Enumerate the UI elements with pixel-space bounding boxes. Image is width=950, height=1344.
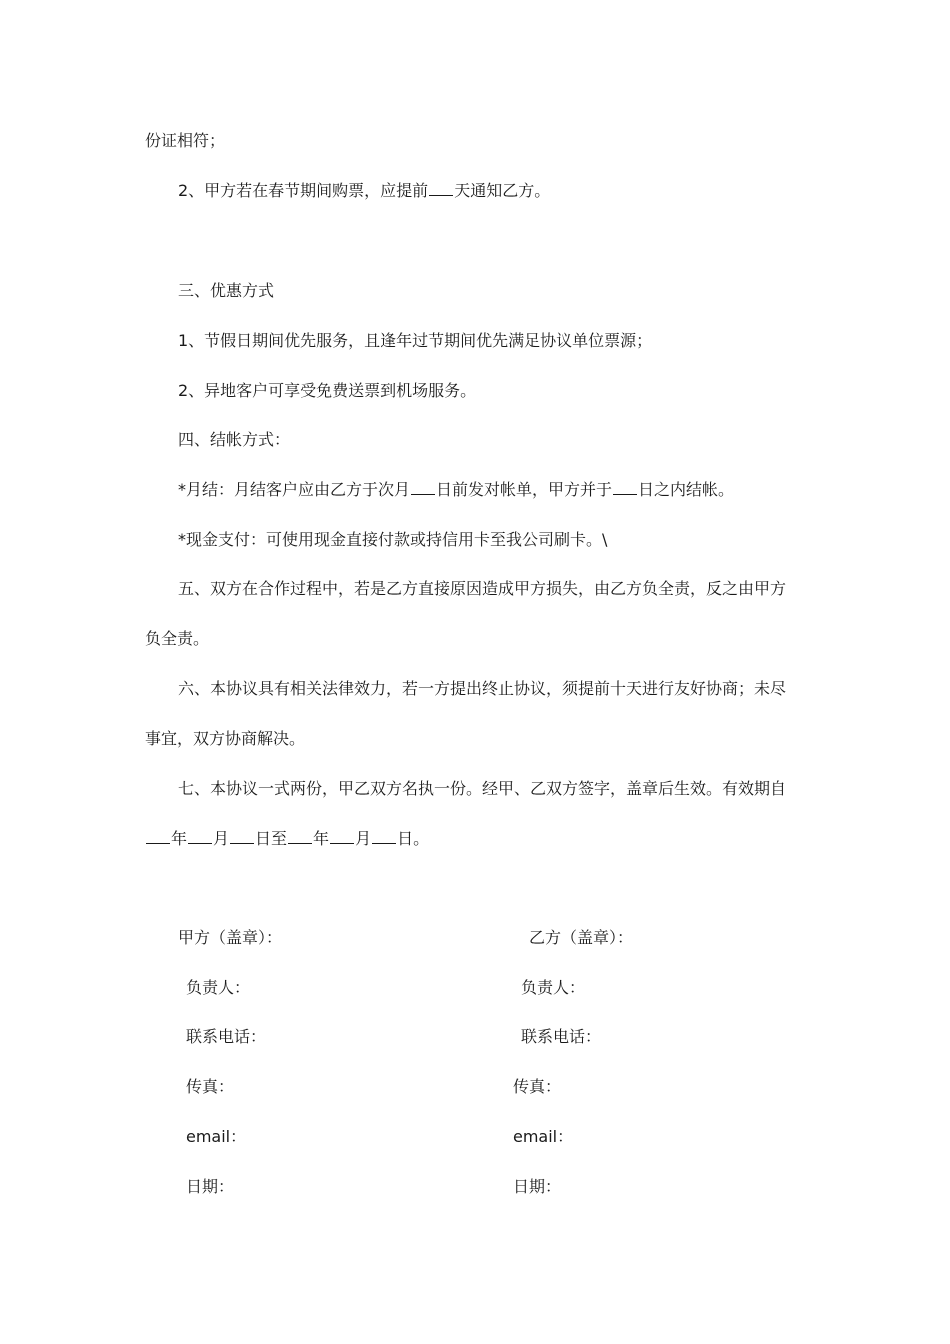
paragraph-continuation — [145, 131, 225, 151]
clause-5-line-1 — [178, 579, 786, 599]
text: 日前发对帐单，甲方并于 — [436, 480, 613, 499]
section-heading-discount — [178, 281, 274, 301]
clause-7-line-1 — [178, 779, 786, 799]
party-a-person: 负责人： — [186, 978, 251, 997]
clause-2-spring-festival — [178, 181, 550, 201]
text: 六、本协议具有相关法律效力，若一方提出终止协议，须提前十天进行友好协商；未尽 — [178, 679, 787, 698]
party-b-email: email： — [513, 1127, 574, 1146]
text: 份证相符； — [145, 131, 226, 150]
fill-blank — [411, 480, 435, 495]
party-a-fax: 传真： — [186, 1077, 235, 1096]
party-b-date: 日期： — [513, 1177, 562, 1196]
discount-item-2 — [178, 381, 476, 401]
fill-blank — [372, 829, 396, 844]
text: 2、异地客户可享受免费送票到机场服务。 — [178, 381, 477, 400]
clause-7-validity-dates — [145, 829, 429, 849]
party-a-email: email： — [186, 1127, 247, 1146]
text: 三、优惠方式 — [178, 281, 275, 300]
text: 日至 — [255, 829, 288, 848]
party-b-person: 负责人： — [521, 978, 586, 997]
fill-blank — [330, 829, 354, 844]
text: 月 — [213, 829, 230, 848]
text: 五、双方在合作过程中，若是乙方直接原因造成甲方损失，由乙方负全责，反之由甲方 — [178, 579, 787, 598]
text: 年 — [171, 829, 188, 848]
text: 日之内结帐。 — [638, 480, 735, 499]
text: 1、节假日期间优先服务，且逢年过节期间优先满足协议单位票源； — [178, 331, 653, 350]
fill-blank — [429, 181, 453, 196]
discount-item-1 — [178, 331, 652, 351]
party-a-title: 甲方（盖章）： — [178, 928, 283, 947]
fill-blank — [188, 829, 212, 844]
clause-5-line-2 — [145, 629, 209, 649]
clause-6-line-1 — [178, 679, 786, 699]
fill-blank — [146, 829, 170, 844]
text: 日。 — [397, 829, 430, 848]
text: *月结：月结客户应由乙方于次月 — [178, 480, 411, 499]
fill-blank — [230, 829, 254, 844]
text: 事宜，双方协商解决。 — [145, 729, 306, 748]
text: 负全责。 — [145, 629, 210, 648]
party-b-phone: 联系电话： — [521, 1027, 602, 1046]
text: 四、结帐方式： — [178, 430, 291, 449]
settlement-cash — [178, 530, 607, 550]
text: 月 — [355, 829, 372, 848]
text: 年 — [313, 829, 330, 848]
party-b-fax: 传真： — [513, 1077, 562, 1096]
fill-blank — [613, 480, 637, 495]
settlement-monthly — [178, 480, 734, 500]
text: 七、本协议一式两份，甲乙双方名执一份。经甲、乙双方签字，盖章后生效。有效期自 — [178, 779, 787, 798]
text: 2、甲方若在春节期间购票，应提前 — [178, 181, 429, 200]
fill-blank — [288, 829, 312, 844]
text: 天通知乙方。 — [454, 181, 551, 200]
party-b-title: 乙方（盖章）： — [529, 928, 634, 947]
party-a-phone: 联系电话： — [186, 1027, 267, 1046]
party-a-date: 日期： — [186, 1177, 235, 1196]
section-heading-settlement — [178, 430, 290, 450]
text: *现金支付：可使用现金直接付款或持信用卡至我公司刷卡。\ — [178, 530, 608, 549]
clause-6-line-2 — [145, 729, 305, 749]
